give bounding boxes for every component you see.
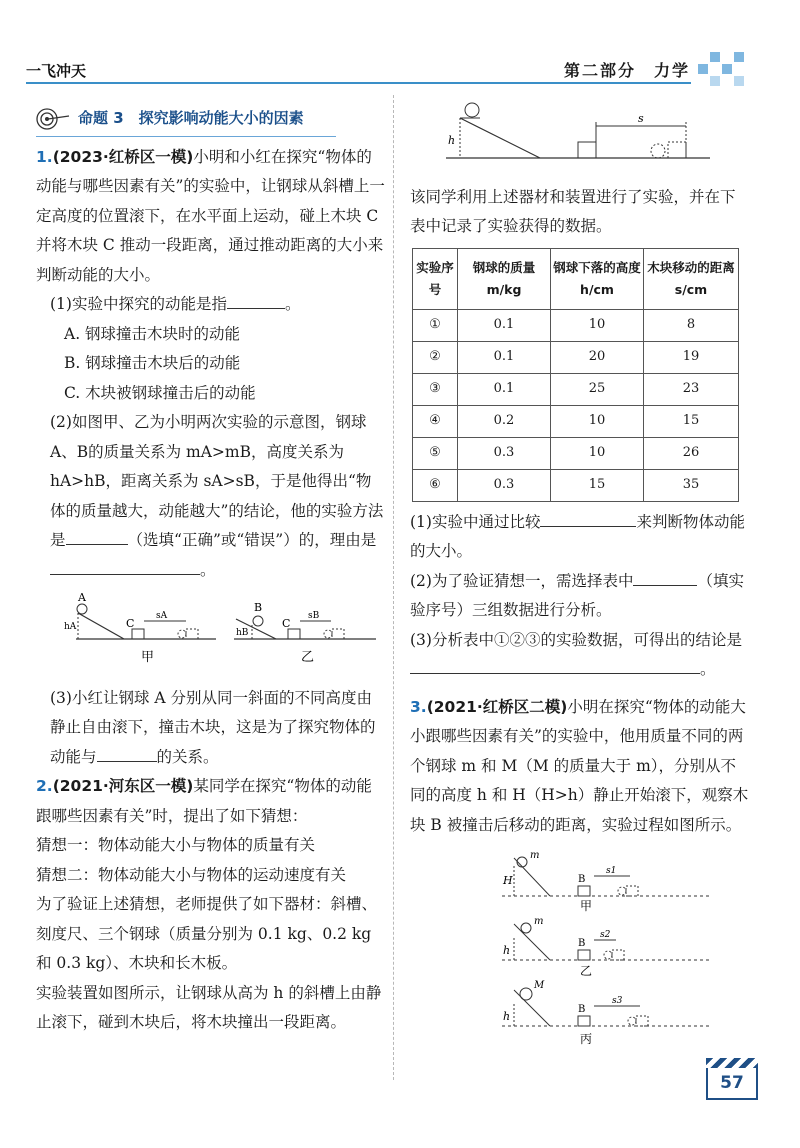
q3-fig-H: H <box>503 874 513 887</box>
q3-number: 3. <box>410 697 427 716</box>
table-cell: ⑤ <box>413 437 458 469</box>
right-column <box>410 100 750 1059</box>
topic-heading <box>36 104 336 137</box>
fig-label-ha: hA <box>64 622 77 632</box>
fig-label-a: A <box>78 591 86 604</box>
table-header: 钢球的质量 m/kg <box>458 248 551 309</box>
q2-part1 <box>410 508 750 567</box>
q3-stem <box>410 693 750 841</box>
header-rule <box>26 82 691 84</box>
table-cell: 0.3 <box>458 469 551 501</box>
table-header: 实验序号 <box>413 248 458 309</box>
table-cell: ② <box>413 341 458 373</box>
fig-label-b: B <box>254 601 263 614</box>
q2-source: (2021·河东区一模) <box>52 777 194 795</box>
table-header: 钢球下落的高度 h/cm <box>551 248 644 309</box>
q2-data-table <box>412 248 739 502</box>
table-cell: 10 <box>551 309 644 341</box>
q2-equipment: 为了验证上述猜想，老师提供了如下器材：斜槽、刻度尺、三个钢球（质量分别为 0.1 kg、0.2 kg和 0.3 kg）、木块和长木板。 <box>36 895 378 972</box>
table-row <box>413 405 739 437</box>
column-divider <box>393 95 394 1080</box>
q2-stem-text: 某同学在探究“物体的动能跟哪些因素有关”时，提出了如下猜想： <box>36 777 372 825</box>
q2-part2-blank[interactable] <box>633 569 697 586</box>
q3-figure <box>410 848 740 1048</box>
table-cell: ⑥ <box>413 469 458 501</box>
q1-option-c: C. 木块被钢球撞击后的动能 <box>64 383 256 402</box>
q2-part3-blank[interactable] <box>410 657 700 674</box>
q1-stem <box>36 143 386 291</box>
q3-caption-jia: 甲 <box>580 899 593 913</box>
series-logo: 一飞冲天 <box>26 62 87 80</box>
q2-part2 <box>410 567 750 626</box>
q3-fig-m1: m <box>530 850 540 861</box>
q2-fig-h: h <box>448 134 456 147</box>
q1-number: 1. <box>36 147 53 166</box>
table-cell: 23 <box>644 373 739 405</box>
table-cell: 10 <box>551 437 644 469</box>
fig-label-sa: sA <box>156 611 168 621</box>
table-cell: 0.1 <box>458 309 551 341</box>
table-header: 木块移动的距离 s/cm <box>644 248 739 309</box>
q1-part1-text: (1)实验中探究的动能是指 <box>50 295 227 313</box>
table-cell: ① <box>413 309 458 341</box>
header-decoration <box>698 52 750 86</box>
fig-label-hb: hB <box>236 628 249 638</box>
q1-part2-end: 。 <box>200 560 216 579</box>
fig-label-c1: C <box>126 617 135 630</box>
q1-stem-text: 小明和小红在探究“物体的动能与哪些因素有关”的实验中，让钢球从斜槽上一定高度的位置滚下，在水平面上运动，碰上木块 C 并将木块 C 推动一段距离，通过推动距离的大小来判断动能的大小。 <box>36 147 385 284</box>
fig-caption-yi: 乙 <box>301 650 315 665</box>
q2-number: 2. <box>36 777 53 795</box>
q2-part2-text: (2)为了验证猜想一，需选择表中 <box>410 571 634 590</box>
table-cell: 0.1 <box>458 373 551 405</box>
q2-part1-text: (1)实验中通过比较 <box>410 512 541 531</box>
q3-fig-h2: h <box>503 944 511 957</box>
table-row <box>413 309 739 341</box>
table-row <box>413 373 739 405</box>
q3-fig-h3: h <box>503 1010 511 1023</box>
table-cell: ③ <box>413 373 458 405</box>
q1-part2-blank1[interactable] <box>66 528 128 545</box>
page-number: 57 <box>706 1068 758 1100</box>
left-column <box>36 100 386 1038</box>
page-number-decoration <box>706 1058 758 1068</box>
q2-part3-end: 。 <box>700 660 716 678</box>
q3-source: (2021·红桥区二模) <box>426 697 568 716</box>
table-row <box>413 437 739 469</box>
q1-part1-blank[interactable] <box>227 292 285 309</box>
table-cell: 15 <box>644 405 739 437</box>
table-cell: 26 <box>644 437 739 469</box>
table-cell: 10 <box>551 405 644 437</box>
q3-fig-jia <box>502 850 710 913</box>
q2-intro: 该同学利用上述器材和装置进行了实验，并在下表中记录了实验获得的数据。 <box>410 187 736 235</box>
q3-fig-B1: B <box>578 874 586 885</box>
q1-part3-end: 的关系。 <box>156 747 219 766</box>
q1-part3-text: (3)小红让钢球 A 分别从同一斜面的不同高度由静止自由滚下，撞击木块，这是为了探究物体的动能与 <box>50 688 376 766</box>
q2-part3 <box>410 626 750 685</box>
q3-stem-text: 小明在探究“物体的动能大小跟哪些因素有关”的实验中，他用质量不同的两个钢球 m 和 M（M 的质量大于 m），分别从不同的高度 h 和 H（H>h）静止开始滚下，观察木块 B 被撞击后移动的距离，实验过程如图所示。 <box>410 697 749 834</box>
q3-caption-yi: 乙 <box>580 964 593 978</box>
fig-caption-jia: 甲 <box>141 650 155 665</box>
q1-source: (2023·红桥区一模) <box>52 147 194 166</box>
table-header-row <box>413 248 739 309</box>
table-row <box>413 341 739 373</box>
q3-caption-bing: 丙 <box>580 1032 593 1046</box>
table-cell: 20 <box>551 341 644 373</box>
q1-part1 <box>36 290 386 320</box>
table-cell: 15 <box>551 469 644 501</box>
q2-part3-text: (3)分析表中①②③的实验数据，可得出的结论是 <box>410 630 742 649</box>
q3-fig-M: M <box>534 980 545 991</box>
q2-fig-s: s <box>638 112 644 125</box>
q1-part3 <box>36 684 386 773</box>
q2-part2-end: （填实验序号）三组数据进行分析。 <box>410 571 744 619</box>
q2-guess2: 猜想二：物体动能大小与物体的运动速度有关 <box>36 865 347 884</box>
fig-label-sb: sB <box>308 611 320 621</box>
table-cell: 0.3 <box>458 437 551 469</box>
q1-figure <box>36 591 386 671</box>
q2-guess1: 猜想一：物体动能大小与物体的质量有关 <box>36 836 316 854</box>
q2-setup: 实验装置如图所示，让钢球从高为 h 的斜槽上由静止滚下，碰到木块后，将木块撞出一段距离。 <box>36 983 382 1031</box>
target-icon <box>36 108 70 130</box>
q3-fig-bing <box>502 980 710 1046</box>
q1-part1-end: 。 <box>284 295 301 313</box>
q1-part2-text: (2)如图甲、乙为小明两次实验的示意图，钢球A、B的质量关系为 mA>mB，高度关系为 hA>hB，距离关系为 sA>sB，于是他得出“物体的质量越大，动能越大”的结论，他的实验方法是 <box>50 413 384 549</box>
fig-label-c2: C <box>282 617 291 630</box>
q1-option-a: A. 钢球撞击木块时的动能 <box>64 324 241 343</box>
q1-part2-mid: （选填“正确”或“错误”）的，理由是 <box>127 531 377 549</box>
table-row <box>413 469 739 501</box>
q3-fig-s1: s1 <box>606 866 617 876</box>
q2-stem <box>36 772 386 831</box>
table-cell: 0.1 <box>458 341 551 373</box>
table-cell: 0.2 <box>458 405 551 437</box>
q3-fig-s3: s3 <box>612 996 623 1006</box>
q3-fig-B2: B <box>578 938 586 949</box>
section-title: 第二部分 力学 <box>563 61 690 80</box>
table-cell: 19 <box>644 341 739 373</box>
q1-part2-blank2[interactable] <box>50 558 200 575</box>
q2-figure <box>410 100 730 172</box>
q1-option-b: B. 钢球撞击木块后的动能 <box>64 354 241 372</box>
q1-part2 <box>36 408 386 585</box>
table-cell: 35 <box>644 469 739 501</box>
q3-fig-B3: B <box>578 1004 586 1015</box>
q2-part1-end: 来判断物体动能的大小。 <box>410 512 745 560</box>
q2-part1-blank[interactable] <box>540 510 636 527</box>
table-cell: ④ <box>413 405 458 437</box>
table-cell: 8 <box>644 309 739 341</box>
q3-fig-m2: m <box>534 916 544 927</box>
q3-fig-yi <box>502 916 710 978</box>
topic-label: 命题 3 探究影响动能大小的因素 <box>78 109 304 127</box>
q3-fig-s2: s2 <box>600 930 611 940</box>
q1-part3-blank[interactable] <box>97 745 157 762</box>
table-cell: 25 <box>551 373 644 405</box>
